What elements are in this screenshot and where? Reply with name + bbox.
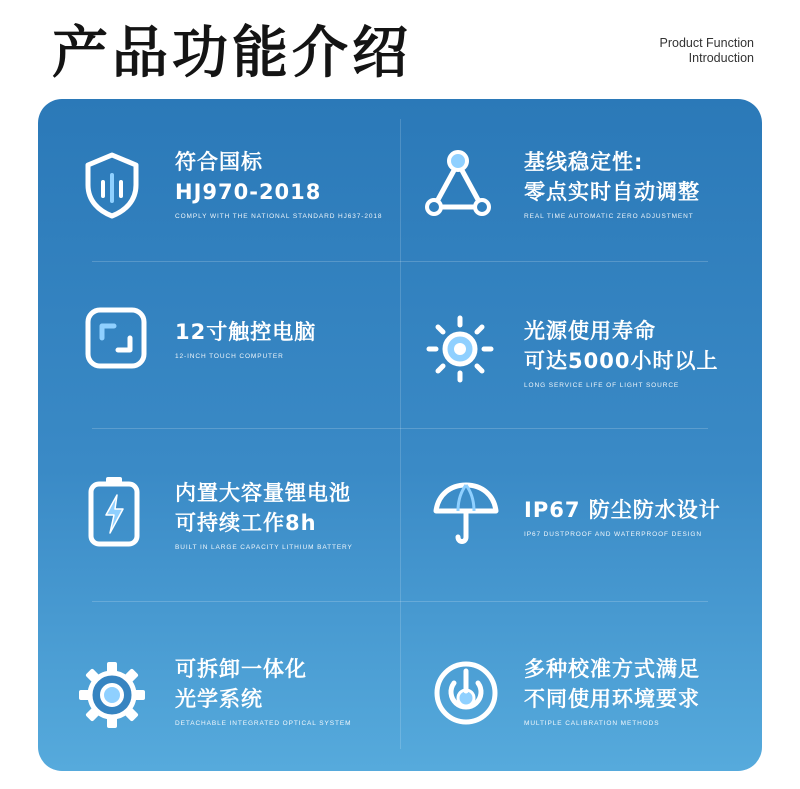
feature-touch-computer: [38, 265, 400, 433]
feature-calibration-methods: [400, 603, 762, 771]
battery-icon: [78, 475, 150, 547]
feature-detachable-optics: [38, 603, 400, 771]
feature-english: DETACHABLE INTEGRATED OPTICAL SYSTEM: [175, 720, 352, 727]
umbrella-icon: [430, 477, 502, 549]
row-divider: [92, 601, 708, 602]
feature-line-1: 多种校准方式满足: [524, 657, 700, 681]
feature-english: REAL TIME AUTOMATIC ZERO ADJUSTMENT: [524, 213, 694, 220]
feature-english: IP67 DUSTPROOF AND WATERPROOF DESIGN: [524, 531, 702, 538]
feature-line-1: 符合国标: [175, 150, 263, 174]
shield-icon: [76, 149, 148, 221]
page-subtitle: [660, 36, 755, 66]
feature-line-1: 可拆卸一体化: [175, 657, 307, 681]
feature-english: COMPLY WITH THE NATIONAL STANDARD HJ637-2018: [175, 213, 383, 220]
feature-line-1: 内置大容量锂电池: [175, 481, 351, 505]
page-title: 产品功能介绍: [52, 21, 412, 86]
subtitle-line-1: Product Function: [659, 36, 754, 50]
feature-english: BUILT IN LARGE CAPACITY LITHIUM BATTERY: [175, 544, 353, 551]
sun-icon: [424, 313, 496, 385]
feature-lithium-battery: [38, 431, 400, 599]
feature-line-1: IP67 防尘防水设计: [524, 498, 721, 522]
feature-line-2: 可达5000小时以上: [524, 349, 719, 373]
feature-line-2: HJ970-2018: [175, 180, 322, 204]
feature-english: LONG SERVICE LIFE OF LIGHT SOURCE: [524, 382, 680, 389]
feature-english: MULTIPLE CALIBRATION METHODS: [524, 720, 660, 727]
subtitle-line-2: Introduction: [688, 51, 754, 65]
feature-english: 12-INCH TOUCH COMPUTER: [175, 353, 284, 360]
calibration-dial-icon: [430, 657, 502, 729]
feature-line-1: 12寸触控电脑: [175, 320, 317, 344]
feature-baseline-stability: [400, 99, 762, 267]
feature-line-2: 可持续工作8h: [175, 511, 317, 535]
gear-icon: [76, 659, 148, 731]
feature-light-source-life: [400, 265, 762, 433]
screen-corners-icon: [80, 302, 152, 374]
feature-line-2: 光学系统: [175, 687, 263, 711]
feature-national-standard: [38, 99, 400, 267]
feature-panel: [38, 99, 762, 771]
feature-line-1: 基线稳定性:: [524, 150, 644, 174]
feature-line-2: 零点实时自动调整: [524, 180, 700, 204]
feature-ip67-design: [400, 431, 762, 599]
triangle-nodes-icon: [422, 147, 494, 219]
feature-line-2: 不同使用环境要求: [524, 687, 700, 711]
feature-line-1: 光源使用寿命: [524, 319, 656, 343]
